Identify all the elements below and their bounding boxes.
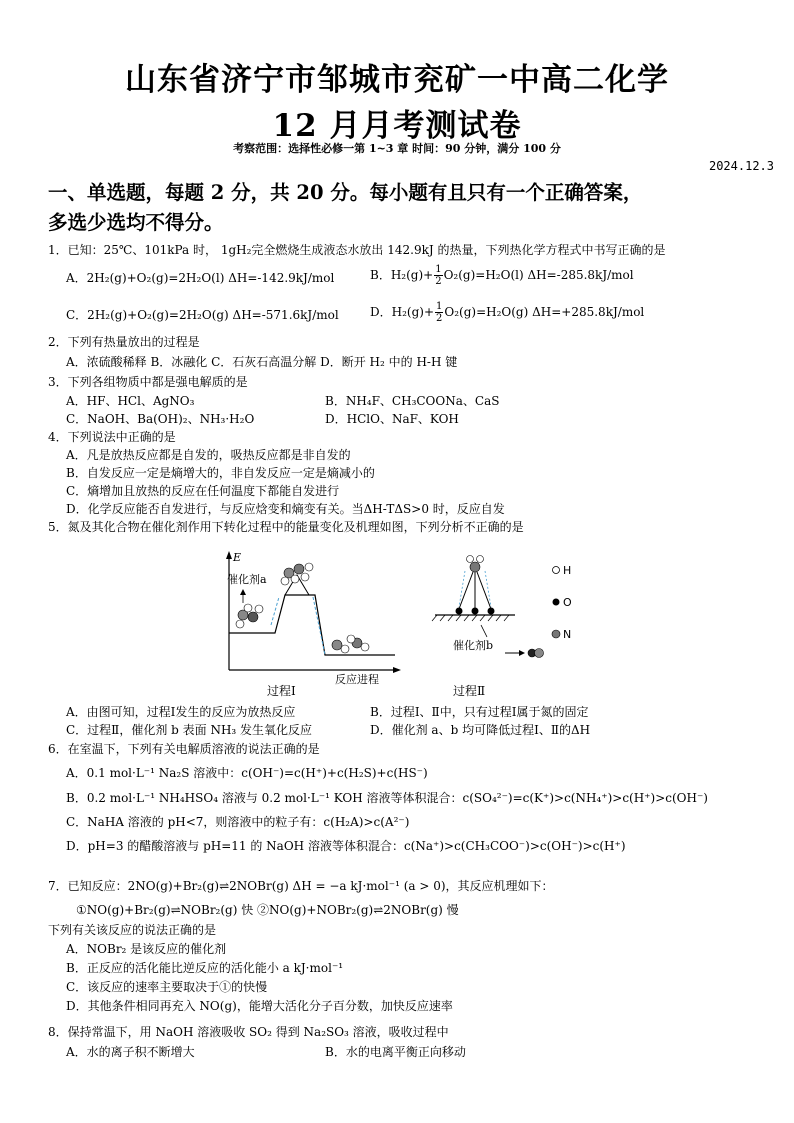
catalyst-b-pointer bbox=[481, 625, 487, 637]
section-heading bbox=[48, 178, 768, 238]
q4-option-c: C．熵增加且放热的反应在任何温度下都能自发进行 bbox=[66, 484, 340, 498]
q1-stem: 1．已知：25℃、101kPa 时， 1gH₂完全燃烧生成液态水放出 142.9kJ 的热量，下列热化学方程式中书写正确的是 bbox=[48, 243, 666, 257]
q1-option-b bbox=[370, 264, 634, 287]
q1-option-a: A．2H₂(g)+O₂(g)=2H₂O(l) ΔH=-142.9kJ/mol bbox=[66, 271, 335, 285]
q7-stem: 7．已知反应：2NO(g)+Br₂(g)⇌2NOBr(g) ΔH = −a kJ·mol⁻¹ (a > 0)，其反应机理如下： bbox=[48, 879, 554, 893]
q7-mechanism: ①NO(g)+Br₂(g)⇌NOBr₂(g) 快 ②NO(g)+NOBr₂(g)⇌2NOBr(g) 慢 bbox=[76, 903, 459, 917]
surface-hatching bbox=[432, 615, 509, 621]
q6-option-a: A．0.1 mol·L⁻¹ Na₂S 溶液中：c(OH⁻)=c(H⁺)+c(H₂S)+c(HS⁻) bbox=[66, 766, 428, 780]
q3-option-d: D．HClO、NaF、KOH bbox=[325, 412, 459, 426]
q8-option-a: A．水的离子积不断增大 bbox=[66, 1045, 195, 1059]
q4-option-d: D．化学反应能否自发进行，与反应焓变和熵变有关。当ΔH-TΔS>0 时，反应自发 bbox=[66, 502, 505, 516]
q7-option-c: C．该反应的速率主要取决于①的快慢 bbox=[66, 980, 268, 994]
q1-option-b-pre: B．H₂(g)+ bbox=[370, 268, 434, 282]
transition-molecules bbox=[281, 563, 313, 585]
q6-stem: 6．在室温下，下列有关电解质溶液的说法正确的是 bbox=[48, 742, 320, 756]
adsorbed-nh3 bbox=[456, 556, 495, 615]
legend-h-marker bbox=[553, 567, 560, 574]
legend-n-marker bbox=[552, 630, 560, 638]
fraction-numerator: 1 bbox=[436, 301, 443, 312]
process1-label: 过程Ⅰ bbox=[267, 684, 296, 698]
q2-options: A．浓硫酸稀释 B．冰融化 C．石灰石高温分解 D．断开 H₂ 中的 H-H 键 bbox=[66, 355, 458, 369]
exam-date: 2024.12.3 bbox=[708, 159, 774, 173]
energy-curve bbox=[229, 595, 395, 655]
q1-option-b-post: O₂(g)=H₂O(l) ΔH=-285.8kJ/mol bbox=[443, 268, 634, 282]
section-heading-line1: 一、单选题，每题 2 分，共 20 分。每小题有且只有一个正确答案， bbox=[48, 181, 643, 204]
process2-label: 过程Ⅱ bbox=[453, 684, 486, 698]
catalyst-a-label: 催化剂a bbox=[227, 573, 267, 586]
q1-option-c: C．2H₂(g)+O₂(g)=2H₂O(g) ΔH=-571.6kJ/mol bbox=[66, 308, 339, 322]
q3-option-a: A．HF、HCl、AgNO₃ bbox=[66, 394, 195, 408]
fraction bbox=[434, 264, 442, 287]
q2-stem: 2．下列有热量放出的过程是 bbox=[48, 335, 200, 349]
section-heading-line2: 多选少选均不得分。 bbox=[48, 211, 224, 234]
q6-option-c: C．NaHA 溶液的 pH<7，则溶液中的粒子有：c(H₂A)>c(A²⁻) bbox=[66, 815, 410, 829]
q5-stem: 5．氮及其化合物在催化剂作用下转化过程中的能量变化及机理如图，下列分析不正确的是 bbox=[48, 520, 524, 534]
progress-axis-label: 反应进程 bbox=[335, 673, 379, 686]
q5-option-c: C．过程Ⅱ，催化剂 b 表面 NH₃ 发生氧化反应 bbox=[66, 723, 313, 737]
q7-option-a: A．NOBr₂ 是该反应的催化剂 bbox=[66, 942, 227, 956]
q1-option-d-post: O₂(g)=H₂O(g) ΔH=+285.8kJ/mol bbox=[444, 305, 645, 319]
q1-option-d-pre: D．H₂(g)+ bbox=[370, 305, 434, 319]
legend-o-label: O bbox=[563, 596, 572, 609]
q7-subprompt: 下列有关该反应的说法正确的是 bbox=[48, 923, 217, 937]
fraction-denominator: 2 bbox=[436, 313, 443, 324]
reaction-arrow-head bbox=[519, 650, 525, 656]
legend-h-label: H bbox=[563, 564, 572, 577]
legend-n-label: N bbox=[563, 628, 572, 641]
energy-axis-arrow bbox=[226, 551, 232, 559]
q5-option-d: D．催化剂 a、b 均可降低过程Ⅰ、Ⅱ的ΔH bbox=[370, 723, 591, 737]
q7-option-b: B．正反应的活化能比逆反应的活化能小 a kJ·mol⁻¹ bbox=[66, 961, 344, 975]
q7-option-d: D．其他条件相同再充入 NO(g)，能增大活化分子百分数，加快反应速率 bbox=[66, 999, 453, 1013]
reaction-mechanism-figure bbox=[215, 545, 605, 705]
catalyst-b-label: 催化剂b bbox=[453, 639, 494, 652]
reactant-molecules bbox=[236, 589, 263, 628]
q5-option-a: A．由图可知，过程Ⅰ发生的反应为放热反应 bbox=[66, 705, 296, 719]
q4-option-a: A．凡是放热反应都是自发的，吸热反应都是非自发的 bbox=[66, 448, 351, 462]
q5-option-b: B．过程Ⅰ、Ⅱ中，只有过程Ⅰ属于氮的固定 bbox=[370, 705, 589, 719]
q4-stem: 4．下列说法中正确的是 bbox=[48, 430, 176, 444]
q8-stem: 8．保持常温下，用 NaOH 溶液吸收 SO₂ 得到 Na₂SO₃ 溶液，吸收过程中 bbox=[48, 1025, 449, 1039]
q8-option-b: B．水的电离平衡正向移动 bbox=[325, 1045, 466, 1059]
q5-diagram bbox=[215, 545, 605, 705]
dashed-transition bbox=[313, 597, 325, 655]
q1-option-d bbox=[370, 301, 644, 324]
q6-option-d: D．pH=3 的醋酸溶液与 pH=11 的 NaOH 溶液等体积混合：c(Na⁺)>c(CH₃COO⁻)>c(OH⁻)>c(H⁺) bbox=[66, 839, 626, 853]
q4-option-b: B．自发反应一定是熵增大的，非自发反应一定是熵减小的 bbox=[66, 466, 375, 480]
progress-axis-arrow bbox=[393, 667, 401, 673]
fraction-denominator: 2 bbox=[435, 276, 442, 287]
no-product bbox=[528, 649, 544, 658]
exam-scope: 考察范围：选择性必修一第 1~3 章 时间：90 分钟，满分 100 分 bbox=[233, 142, 561, 155]
product-molecules bbox=[332, 635, 369, 653]
fraction-numerator: 1 bbox=[435, 264, 442, 275]
q3-stem: 3．下列各组物质中都是强电解质的是 bbox=[48, 375, 248, 389]
fraction bbox=[435, 301, 443, 324]
legend-o-marker bbox=[553, 599, 560, 606]
q3-option-b: B．NH₄F、CH₃COONa、CaS bbox=[325, 394, 500, 408]
axis-e-label: E bbox=[233, 551, 242, 564]
q6-option-b: B．0.2 mol·L⁻¹ NH₄HSO₄ 溶液与 0.2 mol·L⁻¹ KOH 溶液等体积混合：c(SO₄²⁻)=c(K⁺)>c(NH₄⁺)>c(H⁺)>c(OH⁻) bbox=[66, 791, 708, 805]
exam-title-line1: 山东省济宁市邹城市兖矿一中高二化学 bbox=[125, 62, 669, 98]
q3-option-c: C．NaOH、Ba(OH)₂、NH₃·H₂O bbox=[66, 412, 255, 426]
exam-title-line2: 12 月月考测试卷 bbox=[272, 108, 522, 144]
